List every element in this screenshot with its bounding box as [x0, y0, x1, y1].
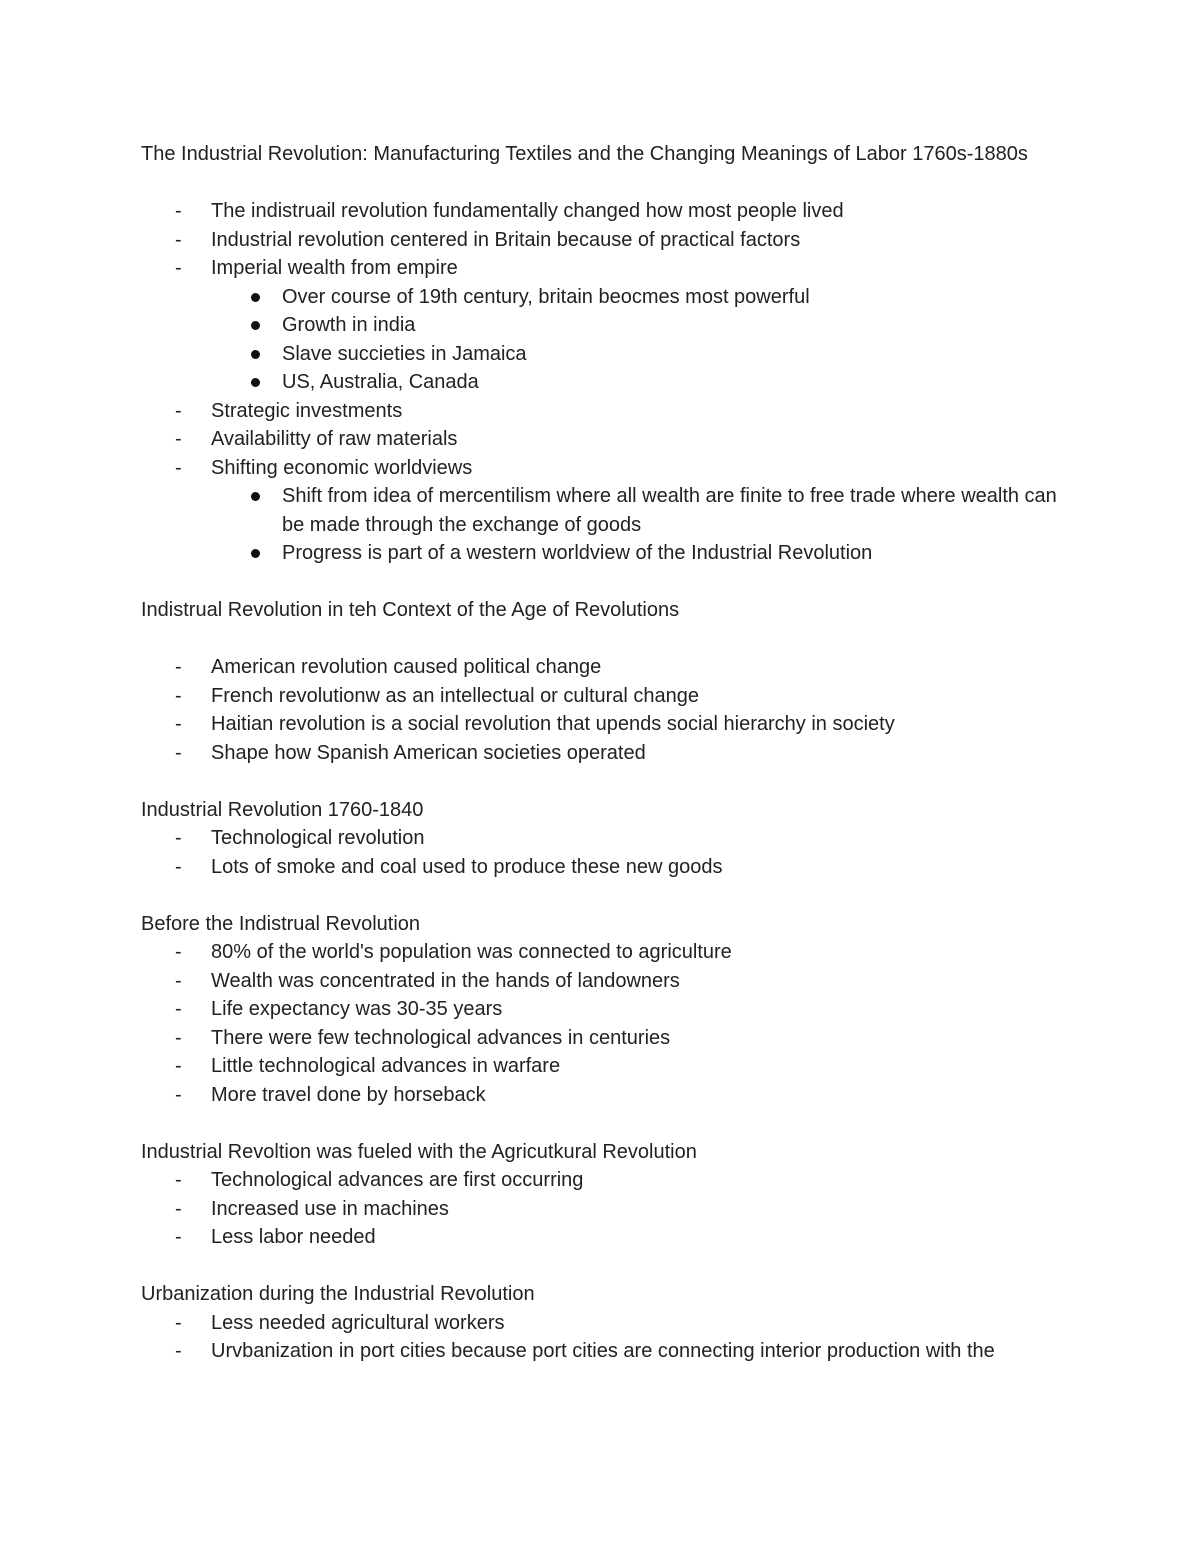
list-item-text: Less labor needed: [211, 1226, 376, 1248]
sub-list-item: [141, 368, 1071, 397]
section: [141, 140, 1071, 568]
list-item: [141, 967, 1071, 996]
list-item: [141, 254, 1071, 397]
list-item: [141, 1081, 1071, 1110]
list-item-text: Haitian revolution is a social revolution that upends social hierarchy in society: [211, 713, 895, 735]
dash-icon: -: [175, 1055, 182, 1077]
dash-icon: -: [175, 1197, 182, 1220]
bullet-list: [141, 197, 1071, 568]
dash-icon: -: [175, 656, 182, 678]
sub-list-item-text: US, Australia, Canada: [282, 371, 479, 393]
dash-icon: -: [175, 941, 182, 963]
list-item-text: French revolutionw as an intellectual or cultural change: [211, 684, 700, 707]
list-item: [141, 1195, 1071, 1224]
section-heading: Before the Indistrual Revolution: [141, 912, 421, 935]
list-item-text: Urvbanization in port cities because port cities are connecting interior production with the: [211, 1340, 995, 1362]
sub-list-item: [141, 283, 1071, 312]
bullet-list: [141, 938, 1071, 1109]
sub-list-item: [141, 340, 1071, 369]
bullet-list: [141, 1309, 1071, 1366]
sub-list-item-text: Over course of 19th century, britain beocmes most powerful: [282, 285, 810, 308]
list-item-text: Shifting economic worldviews: [211, 456, 473, 479]
dash-icon: -: [175, 1340, 182, 1362]
section: [141, 910, 1071, 1110]
bullet-dot-icon: [251, 492, 260, 501]
list-item-text: Shape how Spanish American societies operated: [211, 741, 646, 764]
dash-icon: -: [175, 1026, 182, 1049]
list-item-text: Less needed agricultural workers: [211, 1311, 505, 1334]
list-item: [141, 995, 1071, 1024]
dash-icon: -: [175, 1226, 182, 1248]
dash-icon: -: [175, 741, 182, 764]
list-item-text: Imperial wealth from empire: [211, 257, 458, 279]
dash-icon: -: [175, 855, 182, 878]
dash-icon: -: [175, 1169, 182, 1191]
list-item-text: More travel done by horseback: [211, 1083, 486, 1106]
list-item: [141, 425, 1071, 454]
list-item: [141, 1024, 1071, 1053]
list-item-text: American revolution caused political change: [211, 656, 602, 678]
section: [141, 1280, 1071, 1366]
list-item: [141, 653, 1071, 682]
section: [141, 796, 1071, 882]
list-item: [141, 710, 1071, 739]
list-item: [141, 1337, 1071, 1366]
list-item: [141, 1223, 1071, 1252]
bullet-list: [141, 653, 1071, 767]
list-item-text: Increased use in machines: [211, 1197, 449, 1220]
sub-bullet-list: [211, 482, 1071, 568]
dash-icon: -: [175, 1311, 182, 1334]
sub-bullet-list: [211, 283, 1071, 397]
list-item-text: Technological advances are first occurring: [211, 1169, 584, 1191]
bullet-dot-icon: [251, 293, 260, 302]
bullet-dot-icon: [251, 350, 260, 359]
dash-icon: -: [175, 257, 182, 279]
dash-icon: -: [175, 428, 182, 450]
list-item-text: Strategic investments: [211, 399, 403, 422]
section-heading: Industrial Revolution 1760-1840: [141, 798, 424, 821]
list-item-text: Life expectancy was 30-35 years: [211, 998, 503, 1020]
list-item: [141, 853, 1071, 882]
dash-icon: -: [175, 713, 182, 735]
section: [141, 596, 1071, 767]
list-item-text: Little technological advances in warfare: [211, 1055, 561, 1077]
sub-list-item-text: Slave succieties in Jamaica: [282, 342, 527, 365]
list-item-text: 80% of the world's population was connected to agriculture: [211, 941, 732, 963]
list-item: [141, 824, 1071, 853]
dash-icon: -: [175, 1083, 182, 1106]
sub-list-item: [141, 539, 1071, 568]
list-item-text: Lots of smoke and coal used to produce these new goods: [211, 855, 723, 878]
list-item: [141, 397, 1071, 426]
section-heading: The Industrial Revolution: Manufacturing Textiles and the Changing Meanings of Labor 1760s-1880s: [141, 143, 1028, 165]
list-item-text: There were few technological advances in centuries: [211, 1026, 671, 1049]
bullet-list: [141, 1166, 1071, 1252]
bullet-dot-icon: [251, 321, 260, 330]
list-item-text: The indistruail revolution fundamentally changed how most people lived: [211, 200, 844, 222]
dash-icon: -: [175, 684, 182, 707]
list-item: [141, 682, 1071, 711]
dash-icon: -: [175, 200, 182, 222]
dash-icon: -: [175, 827, 182, 849]
list-item: [141, 739, 1071, 768]
list-item: [141, 454, 1071, 568]
list-item-text: Industrial revolution centered in Britain because of practical factors: [211, 228, 801, 251]
dash-icon: -: [175, 998, 182, 1020]
section-heading: Urbanization during the Industrial Revolution: [141, 1283, 535, 1305]
dash-icon: -: [175, 228, 182, 251]
bullet-dot-icon: [251, 378, 260, 387]
list-item: [141, 1052, 1071, 1081]
list-item-text: Wealth was concentrated in the hands of landowners: [211, 969, 680, 992]
section-heading: Indistrual Revolution in teh Context of the Age of Revolutions: [141, 599, 680, 621]
sub-list-item-text: Progress is part of a western worldview of the Industrial Revolution: [282, 542, 873, 564]
dash-icon: -: [175, 969, 182, 992]
list-item-text: Technological revolution: [211, 827, 425, 849]
section-heading: Industrial Revoltion was fueled with the Agricutkural Revolution: [141, 1140, 697, 1163]
sub-list-item: [141, 482, 1071, 539]
bullet-dot-icon: [251, 549, 260, 558]
list-item: [141, 1309, 1071, 1338]
list-item: [141, 1166, 1071, 1195]
bullet-list: [141, 824, 1071, 881]
sub-list-item: [141, 311, 1071, 340]
document-page: [141, 140, 1071, 1366]
list-item: [141, 197, 1071, 226]
section: [141, 1138, 1071, 1252]
dash-icon: -: [175, 456, 182, 479]
dash-icon: -: [175, 399, 182, 422]
sub-list-item-text: Shift from idea of mercentilism where all wealth are finite to free trade where wealth can be made through the exchange of goods: [282, 485, 1057, 536]
list-item: [141, 938, 1071, 967]
sub-list-item-text: Growth in india: [282, 314, 416, 336]
list-item: [141, 226, 1071, 255]
list-item-text: Availabilitty of raw materials: [211, 428, 458, 450]
